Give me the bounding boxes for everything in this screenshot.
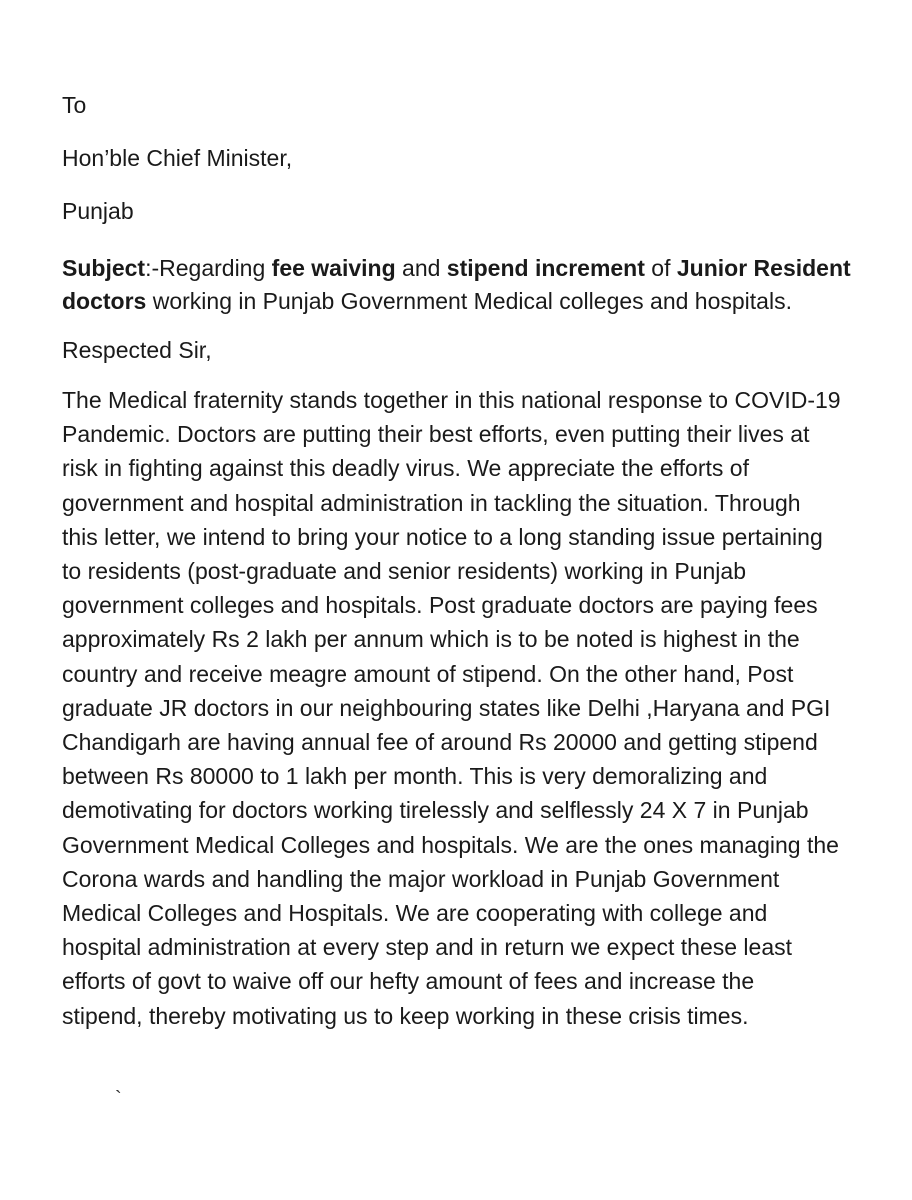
subject-bold-junior-resident: Junior Resident [676,255,851,281]
recipient-place: Punjab [62,198,134,224]
body-line: Corona wards and handling the major workload in Punjab Government [62,865,780,892]
body-line: Medical Colleges and Hospitals. We are cooperating with college and [62,900,768,927]
subject-block [62,252,862,318]
body-line: demotivating for doctors working tirelessly and selflessly 24 X 7 in Punjab [62,797,809,824]
body-line: country and receive meagre amount of stipend. On the other hand, Post [62,660,794,687]
body-line: graduate JR doctors in our neighbouring states like Delhi ,Haryana and PGI [62,694,831,721]
subject-separator: :-Regarding [145,255,272,281]
body-line: Pandemic. Doctors are putting their best efforts, even putting their lives at [62,421,810,448]
body-line: government and hospital administration in tackling the situation. Through [62,489,801,516]
subject-label: Subject [62,255,146,281]
subject-bold-stipend-increment: stipend increment [446,255,645,281]
subject-bold-doctors: doctors [62,288,147,314]
recipient-to: To [62,92,87,118]
body-line: stipend, thereby motivating us to keep working in these crisis times. [62,1002,749,1029]
subject-bold-fee-waiving: fee waiving [271,255,396,281]
body-line: The Medical fraternity stands together in this national response to COVID-19 [62,387,841,413]
body-line: risk in fighting against this deadly virus. We appreciate the efforts of [62,455,749,482]
subject-text-rest: working in Punjab Government Medical colleges and hospitals. [146,288,792,314]
body-line: approximately Rs 2 lakh per annum which is to be noted is highest in the [62,626,800,653]
body-line: between Rs 80000 to 1 lakh per month. This is very demoralizing and [62,763,768,790]
subject-line-1 [62,252,862,285]
body-line: efforts of govt to waive off our hefty amount of fees and increase the [62,968,755,995]
recipient-title: Hon’ble Chief Minister, [62,145,293,171]
body-line: hospital administration at every step and in return we expect these least [62,934,793,961]
subject-line-2 [62,285,862,318]
body-line: Chandigarh are having annual fee of around Rs 20000 and getting stipend [62,729,818,756]
letter-body [62,383,892,1033]
body-line: this letter, we intend to bring your notice to a long standing issue pertaining [62,523,823,550]
salutation: Respected Sir, [62,337,212,363]
subject-text-of: of [644,255,677,281]
body-line: Government Medical Colleges and hospitals. We are the ones managing the [62,831,839,858]
subject-text-and: and [395,255,447,281]
body-line: government colleges and hospitals. Post graduate doctors are paying fees [62,592,818,619]
body-line: to residents (post-graduate and senior residents) working in Punjab [62,558,746,585]
stray-backtick-mark: ` [115,1088,122,1110]
